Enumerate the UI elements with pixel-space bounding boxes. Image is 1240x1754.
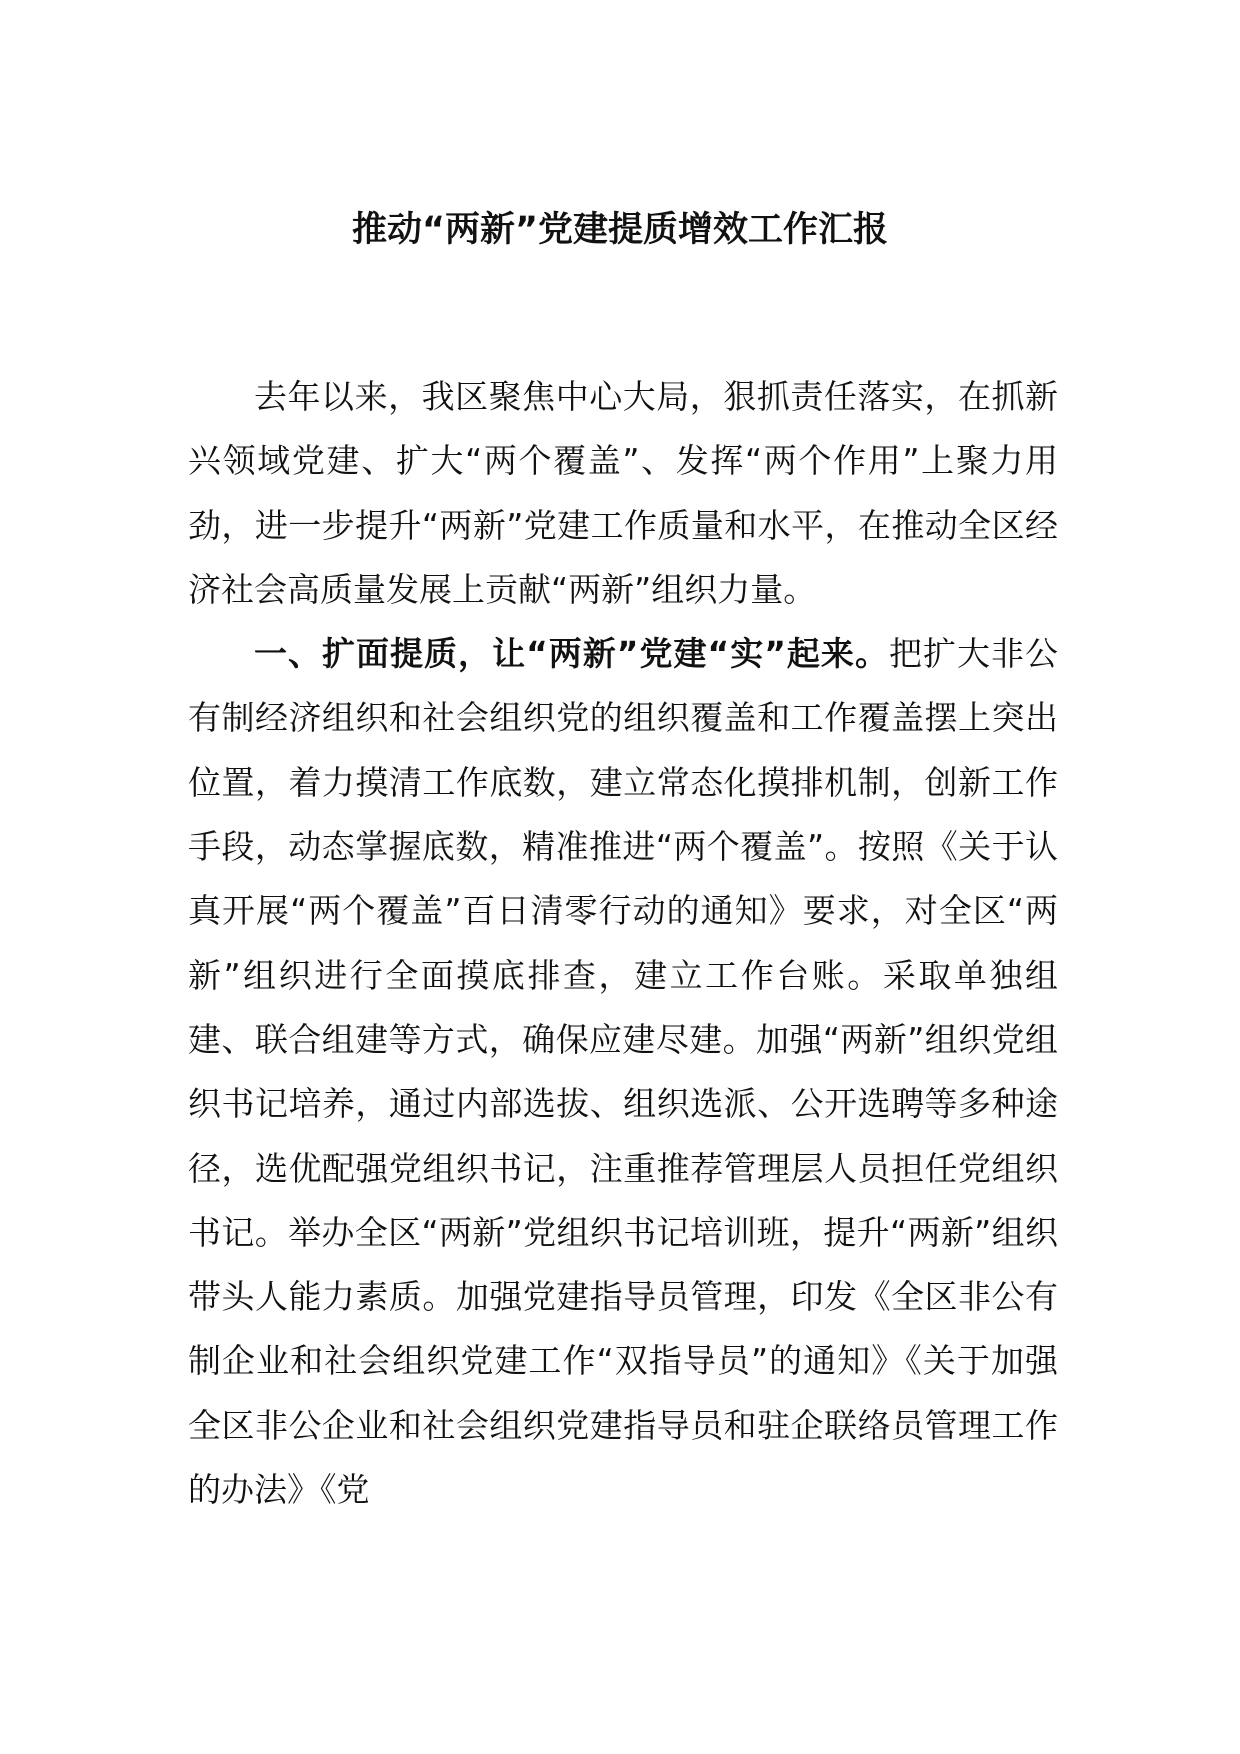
section-1-body: 把扩大非公有制经济组织和社会组织党的组织覆盖和工作覆盖摆上突出位置，着力摸清工作底数，建立常态化摸排机制，创新工作手段，动态掌握底数，精准推进“两个覆盖”。按照《关于认真开展“两个覆盖”百日清零行动的通知》要求，对全区“两新”组织进行全面摸底排查，建立工作台账。采取单独组建、联合组建等方式，确保应建尽建。加强“两新”组织党组织书记培养，通过内部选拔、组织选派、公开选聘等多种途径，选优配强党组织书记，注重推荐管理层人员担任党组织书记。举办全区“两新”党组织书记培训班，提升“两新”组织带头人能力素质。加强党建指导员管理，印发《全区非公有制企业和社会组织党建工作“双指导员”的通知》《关于加强全区非公企业和社会组织党建指导员和驻企联络员管理工作的办法》《党	[188, 634, 1058, 1510]
document-title: 推动“两新”党建提质增效工作汇报	[351, 210, 888, 250]
document-body	[188, 365, 1058, 1522]
section-1-heading: 一、扩面提质，让“两新”党建“实”起来。	[254, 634, 889, 674]
section-1-paragraph	[188, 622, 1058, 1522]
intro-paragraph: 去年以来，我区聚焦中心大局，狠抓责任落实，在抓新兴领域党建、扩大“两个覆盖”、发挥“两个作用”上聚力用劲，进一步提升“两新”党建工作质量和水平，在推动全区经济社会高质量发展上贡献“两新”组织力量。	[188, 377, 1058, 609]
